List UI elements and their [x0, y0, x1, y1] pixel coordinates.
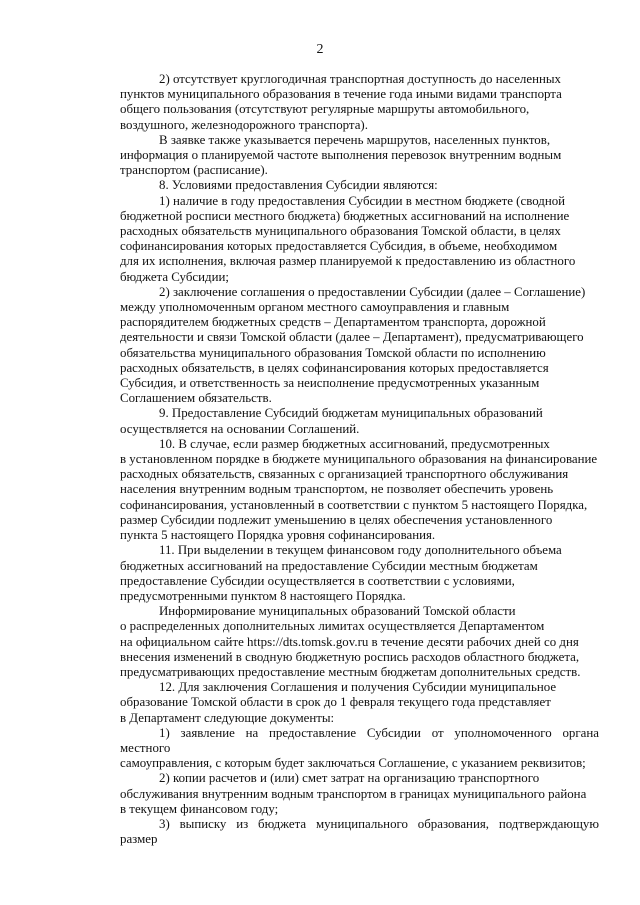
- paragraph-item-8: 8. Условиями предоставления Субсидии являются:: [159, 178, 438, 193]
- page-number: 2: [316, 42, 324, 57]
- paragraph-item-12-2: 2) копии расчетов и (или) смет затрат на организацию транспортного обслуживания внутренним водным транспортом в границах муниципального района в текущем финансовом году;: [120, 771, 587, 816]
- paragraph-item-9: 9. Предоставление Субсидий бюджетам муниципальных образований осуществляется на основании Соглашений.: [120, 406, 543, 436]
- paragraph-item-12-1: 1) заявление на предоставление Субсидии от уполномоченного органа местного самоуправления, с которым будет заключаться Соглашение, с указанием реквизитов;: [120, 725, 599, 771]
- paragraph-informing: Информирование муниципальных образований Томской области о распределенных дополнительных лимитах осуществляется Департаментом на официальном сайте https://dts.tomsk.gov.ru в течение десяти рабочих дней со дня внесения изменений в сводную бюджетную роспись расходов областного бюджета, предусматривающих предоставление местным бюджетам дополнительных средств.: [120, 604, 581, 679]
- document-body: [120, 72, 599, 847]
- paragraph-item-12-3: 3) выписку из бюджета муниципального образования, подтверждающую размер: [120, 816, 599, 847]
- paragraph-item-10: 10. В случае, если размер бюджетных ассигнований, предусмотренных в установленном порядке в бюджете муниципального образования на финансирование расходных обязательств, связанных с организацией транспортного обслуживания населения внутренним водным транспортом, не позволяет обеспечить уровень софинансирования, установленный в соответствии с пунктом 5 настоящего Порядка, размер Субсидии подлежит уменьшению в целях обеспечения установленного пункта 5 настоящего Порядка уровня софинансирования.: [120, 436, 598, 543]
- paragraph-item-11: 11. При выделении в текущем финансовом году дополнительного объема бюджетных ассигнований на предоставление Субсидии местным бюджетам предоставление Субсидии осуществляется в соответствии с условиями, предусмотренными пунктом 8 настоящего Порядка.: [120, 543, 562, 603]
- paragraph-item-12: 12. Для заключения Соглашения и получения Субсидии муниципальное образование Томской области в срок до 1 февраля текущего года представляет в Департамент следующие документы:: [120, 680, 557, 725]
- paragraph-item-8-1: 1) наличие в году предоставления Субсидии в местном бюджете (сводной бюджетной росписи местного бюджета) бюджетных ассигнований на исполнение расходных обязательств муниципального образования Томской области, в целях софинансирования которых предоставляется Субсидия, в объеме, необходимом для их исполнения, включая размер планируемой к предоставлению из областного бюджета Субсидии;: [120, 193, 576, 284]
- paragraph-application-routes: В заявке также указывается перечень маршрутов, населенных пунктов, информация о планируемой частоте выполнения перевозок внутренним водным транспортом (расписание).: [120, 132, 562, 178]
- paragraph-item-8-2: 2) заключение соглашения о предоставлении Субсидии (далее – Соглашение) между уполномоченным органом местного самоуправления и главным распорядителем бюджетных средств – Департаментом транспорта, дорожной деятельности и связи Томской области (далее – Департамент), предусматривающего обязательства муниципального образования Томской области по исполнению расходных обязательств, в целях софинансирования которых предоставляется Субсидия, и ответственность за неисполнение предусмотренных указанным Соглашением обязательств.: [120, 284, 586, 406]
- paragraph-condition-2: 2) отсутствует круглогодичная транспортная доступность до населенных пунктов муниципального образования в течение года иными видами транспорта общего пользования (отсутствуют регулярные маршруты автомобильного, воздушного, железнодорожного транспорта).: [120, 72, 562, 132]
